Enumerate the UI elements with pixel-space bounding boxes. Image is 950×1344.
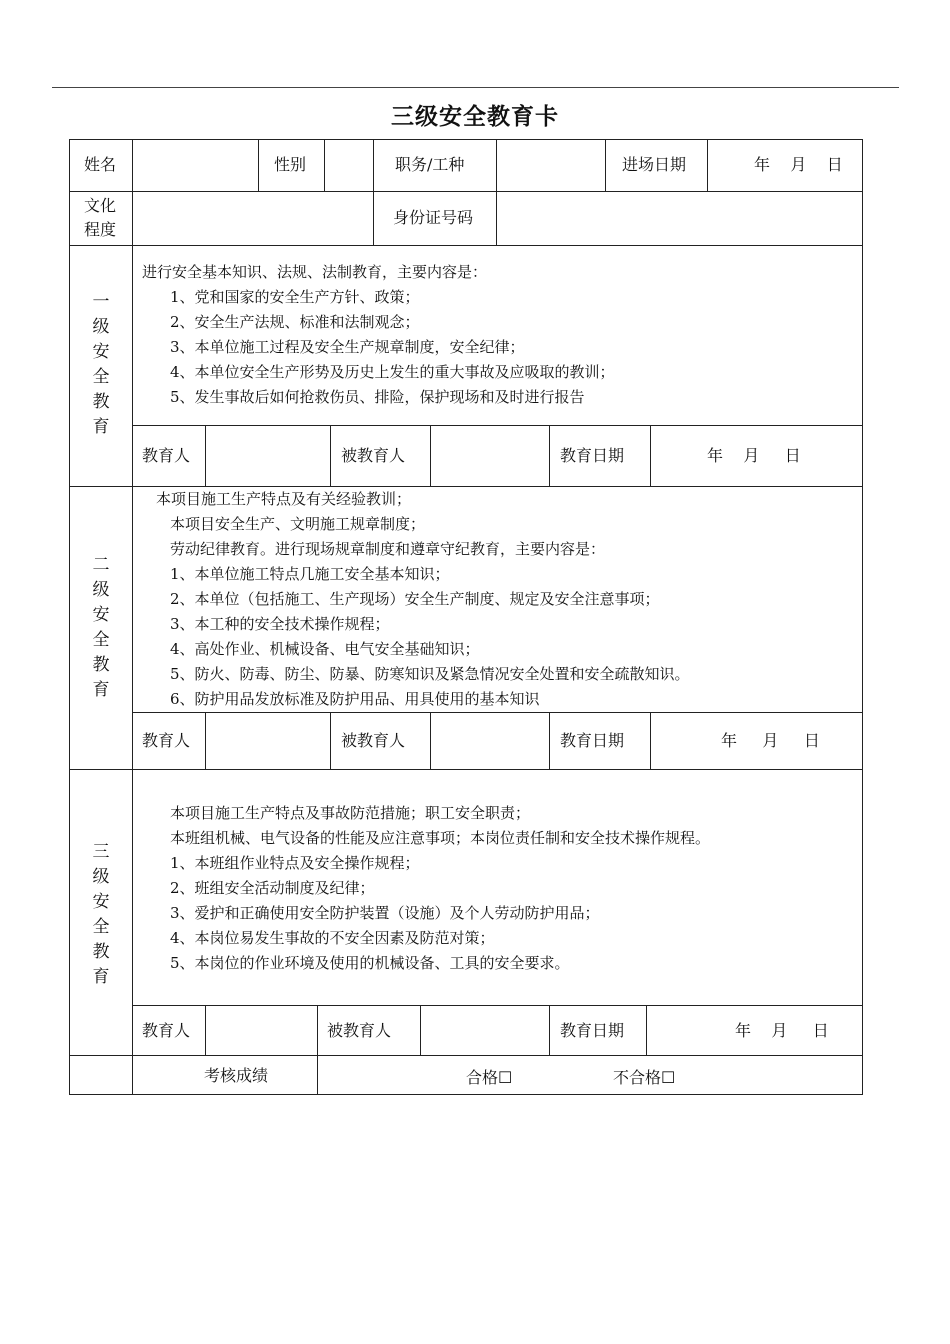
level2-line: 本项目安全生产、文明施工规章制度； <box>170 515 426 533</box>
level2-line: 6、防护用品发放标准及防护用品、用具使用的基本知识 <box>170 690 540 708</box>
level1-line: 4、本单位安全生产形势及历史上发生的重大事故及应吸取的教训； <box>170 363 615 381</box>
level3-line: 本班组机械、电气设备的性能及应注意事项；本岗位责任制和安全技术操作规程。 <box>170 829 711 847</box>
level1-line: 3、本单位施工过程及安全生产规章制度，安全纪律； <box>170 338 525 356</box>
education-label-2: 程度 <box>84 220 117 239</box>
level1-date-label: 教育日期 <box>560 446 625 465</box>
level3-line: 2、班组安全活动制度及纪律； <box>170 879 375 897</box>
level1-educator-label: 教育人 <box>142 446 191 465</box>
level3-content <box>142 801 710 976</box>
level2-date-value: 年 月 日 <box>721 731 820 750</box>
level3-date-value: 年 月 日 <box>735 1021 829 1040</box>
level2-line: 5、防火、防毒、防尘、防暴、防寒知识及紧急情况安全处置和安全疏散知识。 <box>170 665 690 683</box>
education-label-1: 文化 <box>84 196 117 215</box>
position-label: 职务/工种 <box>395 155 465 174</box>
level2-line: 1、本单位施工特点几施工安全基本知识； <box>170 565 450 583</box>
level2-line: 4、高处作业、机械设备、电气安全基础知识； <box>170 640 480 658</box>
level2-line: 3、本工种的安全技术操作规程； <box>170 615 390 633</box>
level3-line: 5、本岗位的作业环境及使用的机械设备、工具的安全要求。 <box>170 954 570 972</box>
level3-educator-label: 教育人 <box>142 1021 191 1040</box>
level3-educatee-label: 被教育人 <box>327 1021 392 1040</box>
level2-line: 本项目施工生产特点及有关经验教训； <box>156 490 412 508</box>
gender-label: 性别 <box>274 155 307 174</box>
fail-checkbox[interactable]: 不合格☐ <box>613 1068 676 1087</box>
level1-content <box>142 260 615 410</box>
level1-line: 5、发生事故后如何抢救伤员、排险，保护现场和及时进行报告 <box>170 388 585 406</box>
level3-line: 本项目施工生产特点及事故防范措施；职工安全职责； <box>170 804 531 822</box>
entry-date-label: 进场日期 <box>622 155 687 174</box>
level3-label: 三 级 安 全 教 育 <box>92 842 110 987</box>
id-number-label: 身份证号码 <box>393 208 474 227</box>
level2-line: 2、本单位（包括施工、生产现场）安全生产制度、规定及安全注意事项； <box>170 590 660 608</box>
level3-line: 1、本班组作业特点及安全操作规程； <box>170 854 420 872</box>
level2-label: 二 级 安 全 教 育 <box>92 555 110 700</box>
level2-content <box>142 487 690 712</box>
name-label: 姓名 <box>84 155 117 174</box>
level1-educatee-label: 被教育人 <box>341 446 406 465</box>
level2-line: 劳动纪律教育。进行现场规章制度和遵章守纪教育，主要内容是： <box>170 540 606 558</box>
level3-date-label: 教育日期 <box>560 1021 625 1040</box>
level1-line: 1、党和国家的安全生产方针、政策； <box>170 288 420 306</box>
level2-date-label: 教育日期 <box>560 731 625 750</box>
level3-line: 3、爱护和正确使用安全防护装置（设施）及个人劳动防护用品； <box>170 904 600 922</box>
level3-line: 4、本岗位易发生事故的不安全因素及防范对策； <box>170 929 495 947</box>
level1-line: 2、安全生产法规、标准和法制观念； <box>170 313 420 331</box>
entry-date-value: 年 月 日 <box>754 155 843 174</box>
assessment-label: 考核成绩 <box>204 1066 269 1085</box>
page-title: 三级安全教育卡 <box>391 103 559 130</box>
level2-educatee-label: 被教育人 <box>341 731 406 750</box>
level1-line: 进行安全基本知识、法规、法制教育，主要内容是： <box>142 263 488 281</box>
level2-educator-label: 教育人 <box>142 731 191 750</box>
pass-checkbox[interactable]: 合格☐ <box>466 1068 513 1087</box>
header-rule <box>52 87 899 88</box>
level1-date-value: 年 月 日 <box>707 446 801 465</box>
level1-label: 一 级 安 全 教 育 <box>92 292 110 437</box>
